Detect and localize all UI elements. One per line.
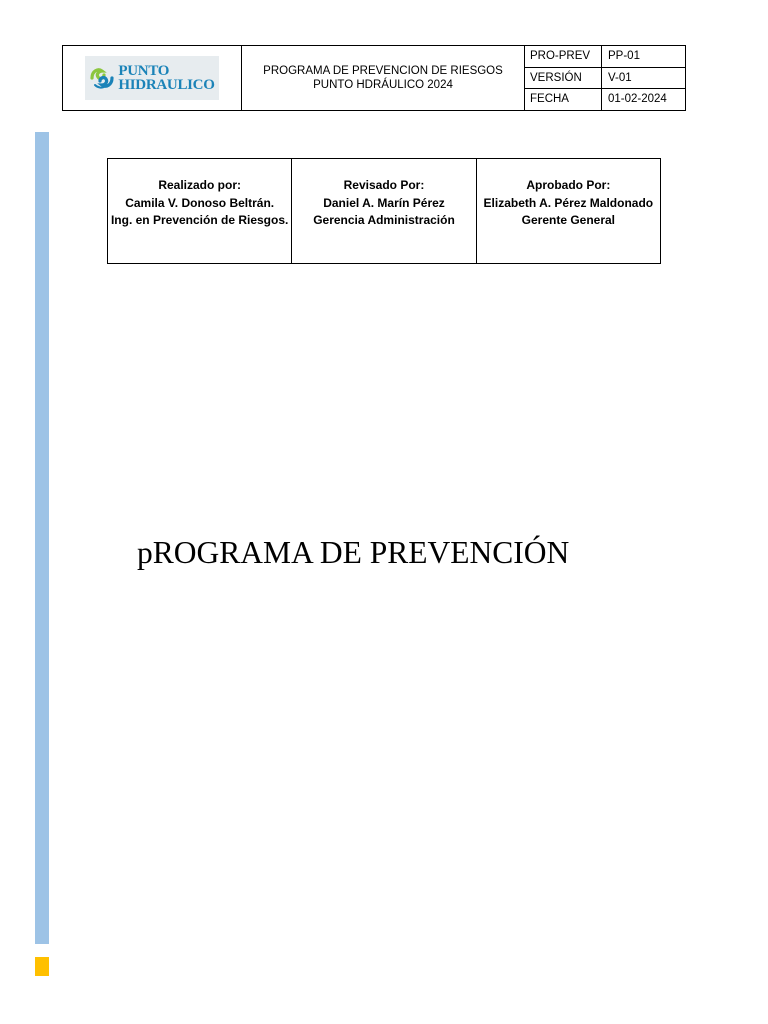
approval-name-prepared: Camila V. Donoso Beltrán. bbox=[125, 195, 275, 210]
approval-name-reviewed: Daniel A. Marín Pérez bbox=[323, 195, 445, 210]
approval-cell-reviewed bbox=[292, 159, 476, 264]
approval-heading-approved: Aprobado Por: bbox=[526, 178, 611, 192]
approval-heading-reviewed: Revisado Por: bbox=[343, 178, 425, 192]
code-label-version: VERSIÓN bbox=[525, 67, 602, 89]
code-value-procedure: PP-01 bbox=[602, 46, 686, 68]
approval-role-reviewed: Gerencia Administración bbox=[313, 213, 455, 227]
logo-line-2: HIDRAULICO bbox=[118, 77, 215, 93]
approval-role-prepared: Ing. en Prevención de Riesgos. bbox=[110, 213, 289, 227]
company-logo bbox=[85, 56, 219, 100]
approval-name-approved: Elizabeth A. Pérez Maldonado bbox=[483, 195, 654, 210]
approval-heading-prepared: Realizado por: bbox=[158, 178, 241, 192]
code-label-date: FECHA bbox=[525, 89, 602, 111]
approval-cell-approved bbox=[476, 159, 660, 264]
document-title: pROGRAMA DE PREVENCIÓN bbox=[137, 535, 570, 570]
logo-cell bbox=[63, 46, 242, 111]
code-value-version: V-01 bbox=[602, 67, 686, 89]
header-title-line-1: PROGRAMA DE PREVENCION DE RIESGOS bbox=[263, 64, 503, 77]
approval-role-approved: Gerente General bbox=[521, 213, 616, 227]
approval-table bbox=[107, 158, 661, 264]
header-title-line-2: PUNTO HDRÁULICO 2024 bbox=[313, 79, 453, 91]
decorative-side-bar bbox=[35, 132, 49, 944]
approval-cell-prepared bbox=[108, 159, 292, 264]
decorative-side-accent bbox=[35, 957, 49, 976]
code-label-procedure: PRO-PREV bbox=[525, 46, 602, 68]
swirl-logo-icon bbox=[89, 65, 115, 91]
header-title-cell bbox=[242, 46, 525, 111]
logo-line-1: PUNTO bbox=[118, 63, 170, 79]
document-header-table bbox=[62, 45, 686, 111]
code-value-date: 01-02-2024 bbox=[602, 89, 686, 111]
